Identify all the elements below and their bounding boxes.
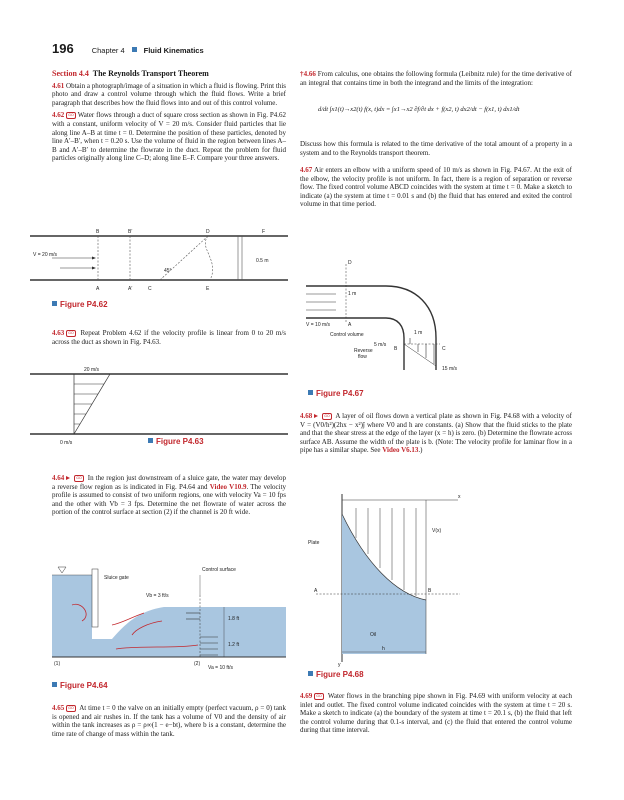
problem-4-62 — [52, 111, 286, 163]
oil-label: Oil — [370, 632, 377, 638]
go-badge-icon: GO — [324, 414, 330, 418]
square-bullet-icon — [308, 671, 313, 676]
va-label: Va = 10 ft/s — [208, 665, 234, 671]
problem-number: 4.61 — [52, 81, 65, 90]
chapter-title: Fluid Kinematics — [143, 46, 204, 55]
problem-4-61 — [52, 82, 286, 108]
control-volume-label: Control volume — [330, 332, 364, 338]
control-surface-label: Control surface — [202, 567, 236, 573]
sluice-gate-label: Sluice gate — [104, 575, 129, 581]
label-D: D — [348, 260, 352, 266]
velocity-label: V = 10 m/s — [306, 322, 331, 328]
problem-text: Repeat Problem 4.62 if the velocity profile is linear from 0 to 20 m/s across the duct as shown in Fig. P4.63. — [52, 329, 287, 346]
figure-caption-p4-63: Figure P4.63 — [148, 437, 204, 446]
problem-4-63 — [52, 329, 286, 350]
velocity-15-label: 15 m/s — [442, 366, 458, 372]
square-bullet-icon — [52, 301, 57, 306]
flow-label: flow — [358, 354, 367, 360]
problem-4-67 — [300, 166, 572, 213]
bottom-velocity-label: 0 m/s — [60, 440, 73, 446]
square-bullet-icon — [148, 438, 153, 443]
label-A: A — [314, 588, 318, 594]
problem-text-cont: .) — [418, 446, 423, 455]
problem-4-64 — [52, 474, 286, 521]
height-label: 0.5 m — [256, 258, 269, 264]
problem-4-66-discussion: Discuss how this formula is related to the time derivative of the total amount of a property in a system and to the Reynolds transport theorem. — [300, 140, 572, 157]
page-number: 196 — [52, 41, 74, 56]
figure-caption-p4-64: Figure P4.64 — [52, 681, 108, 690]
video-icon — [66, 476, 70, 480]
label-B: B — [428, 588, 432, 594]
problem-text: At time t = 0 the valve on an initially empty (perfect vacuum, ρ = 0) tank is opened and air rushes in. If the tank has a volume of V0 and the density of air within the tank increases as ρ = ρ∞(1 − e−bt), where b is a constant, determine the time rate of change of mass within the tank. — [52, 704, 286, 738]
video-icon — [314, 414, 318, 418]
problem-text: Air enters an elbow with a uniform speed of 10 m/s as shown in Fig. P4.67. At the exit of the elbow, the velocity profile is not uniform. In fact, there is a region of separation or reverse flow. The fixed control volume ABCD coincides with the system at time t = 0. Make a sketch to indicate (a) the system at time t = 0.01 s and (b) the fluid that has entered and exited the control volume in that time period. — [300, 166, 572, 209]
label-A: A — [96, 286, 100, 292]
velocity-label: V = 20 m/s — [33, 252, 58, 258]
problem-number: 4.69 — [300, 692, 313, 700]
velocity-5-label: 5 m/s — [374, 342, 387, 348]
section-2-label: (2) — [194, 661, 201, 667]
label-B-prime: B′ — [128, 229, 133, 235]
figure-p4-64-diagram — [52, 565, 286, 669]
problem-number: 4.62 — [52, 111, 65, 120]
go-badge-icon: GO — [68, 706, 74, 710]
angle-label: 45° — [164, 268, 172, 274]
go-badge-icon: GO — [68, 331, 74, 335]
plate-label: Plate — [308, 540, 320, 546]
figure-p4-62-diagram — [30, 228, 290, 298]
label-D: D — [206, 229, 210, 235]
label-C: C — [442, 346, 446, 352]
label-B: B — [394, 346, 398, 352]
square-bullet-icon — [308, 390, 313, 395]
problem-text-cont: . The velocity profile is assumed to consist of two uniform regions, one with velocity Va = 10 fps and the other with Vb = 3 fps. Determine the net flowrate of water across the portion of the control surface at section (2) if the channel is 20 ft wide. — [52, 482, 287, 517]
label-E: E — [206, 286, 210, 292]
go-badge-icon: GO — [76, 476, 82, 480]
top-velocity-label: 20 m/s — [84, 367, 100, 373]
height-2-label: 1 m — [414, 330, 423, 336]
problem-text: From calculus, one obtains the following formula (Leibnitz rule) for the time derivative of an integral that contains time in both the integrand and the limits of the integration: — [300, 70, 572, 87]
problem-text: Obtain a photograph/image of a situation in which a fluid is flowing. Print this photo and draw a control volume through which the fluid flows. Write a brief paragraph that describes how the fluid flows into and out of this control volume. — [52, 81, 286, 107]
vb-label: Vb = 3 ft/s — [146, 593, 169, 599]
label-C: C — [148, 286, 152, 292]
label-A-prime: A′ — [128, 286, 133, 292]
page-header — [52, 40, 572, 54]
square-bullet-icon — [52, 682, 57, 687]
section-label: Section 4.4 — [52, 69, 89, 78]
problem-text: In the region just downstream of a sluice gate, the water may develop a reverse flow region as is indicated in Fig. P4.64 and — [52, 474, 287, 491]
figure-caption-p4-62: Figure P4.62 — [52, 300, 108, 309]
problem-number: 4.63 — [52, 329, 65, 337]
problem-text: Water flows in the branching pipe shown in Fig. P4.69 with uniform velocity at each inlet and outlet. The fixed control volume indicated coincides with the system at time t = 20 s. Make a sketch to indicate (a) the boundary of the system at time t = 20.1 s, (b) the fluid that left the control volume during that 0.1-s interval, and (c) the fluid that entered the control volume during that time interval. — [300, 692, 572, 735]
left-column-top — [52, 70, 286, 167]
figure-p4-68-diagram — [306, 494, 476, 668]
video-link[interactable]: Video V6.13 — [382, 446, 419, 455]
y-axis-label: y — [338, 662, 341, 668]
label-B: B — [96, 229, 100, 235]
problem-number: †4.66 — [300, 70, 316, 78]
section-1-label: (1) — [54, 661, 61, 667]
problem-number: 4.65 — [52, 704, 65, 712]
problem-text: A layer of oil flows down a vertical plate as shown in Fig. P4.68 with a velocity of V = (V0/h²)(2hx − x²)ĵ where V0 and h are constants. (a) Show that the fluid sticks to the plate and that the shear stress at the edge of the layer (x = h) is zero. (b) Determine the flowrate across surface AB. Assume the width of the plate is b. (Note: The velocity profile for laminar flow in a pipe has a similar shape. See — [300, 412, 572, 455]
square-bullet-icon — [132, 47, 137, 52]
label-A: A — [348, 322, 352, 328]
problem-number: 4.68 — [300, 412, 313, 420]
problem-4-68 — [300, 412, 572, 459]
reverse-label: Reverse — [354, 348, 373, 354]
section-heading — [52, 70, 286, 79]
figure-caption-p4-67: Figure P4.67 — [308, 389, 364, 398]
velocity-profile-label: V(x) — [432, 528, 442, 534]
go-badge-icon: GO — [68, 113, 74, 118]
figure-p4-67-diagram — [306, 258, 506, 376]
height-1-label: 1.8 ft — [228, 616, 240, 622]
figure-p4-63-diagram — [30, 364, 290, 444]
problem-number: 4.64 — [52, 474, 65, 482]
problem-number: 4.67 — [300, 166, 313, 174]
x-axis-label: x — [458, 494, 461, 500]
problem-4-69 — [300, 692, 572, 739]
thickness-label: h — [382, 646, 385, 652]
height-2-label: 1.2 ft — [228, 642, 240, 648]
figure-caption-p4-68: Figure P4.68 — [308, 670, 364, 679]
problem-4-65 — [52, 704, 286, 742]
height-1-label: 1 m — [348, 291, 357, 297]
go-badge-icon: GO — [316, 694, 322, 698]
problem-4-66 — [300, 70, 572, 91]
label-F: F — [262, 229, 266, 235]
section-title: The Reynolds Transport Theorem — [92, 69, 209, 78]
leibnitz-formula: d/dt ∫x1(t)→x2(t) f(x, t)dx = ∫x1→x2 ∂f/∂t dx + f(x2, t) dx2/dt − f(x1, t) dx1/dt — [318, 106, 520, 113]
chapter-label: Chapter 4 — [91, 46, 125, 55]
video-link[interactable]: Video V10.9 — [209, 482, 247, 491]
problem-text: Water flows through a duct of square cross section as shown in Fig. P4.62 with a constant, uniform velocity of V = 20 m/s. Consider fluid particles that lie along line A–B at time t = 0. Determine the position of these particles, denoted by line A′–B′, when t = 0.20 s. Use the volume of fluid in the region between lines A–B and A′–B′ to determine the flowrate in the duct. Repeat the problem for fluid particles originally along line C–D; along line E–F. Compare your three answers. — [52, 111, 286, 163]
